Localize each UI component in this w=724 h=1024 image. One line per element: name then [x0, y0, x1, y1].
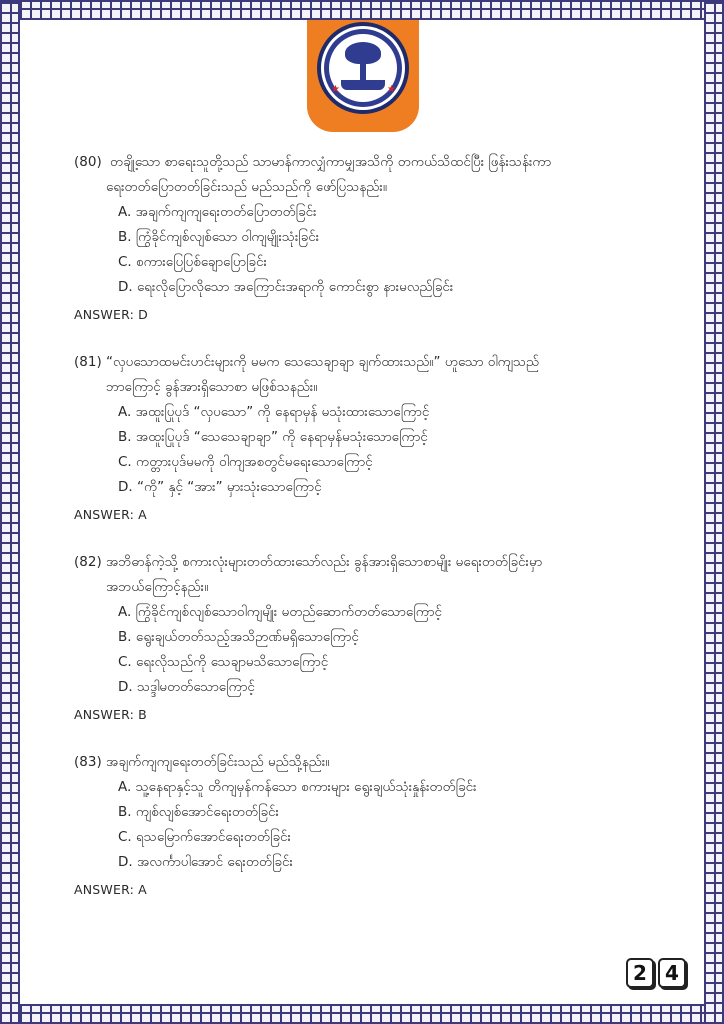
school-logo-icon: [307, 20, 419, 132]
option-a: A. ကြွံခိုင်ကျစ်လျစ်သောဝါကျမျိုး မတည်ဆောက်တတ်သောကြောင့်: [118, 604, 442, 620]
answer-label: ANSWER: A: [74, 882, 147, 897]
star-icon: ★: [387, 84, 396, 95]
option-c: C. ရသမြောက်အောင်ရေးတတ်ခြင်း: [118, 829, 291, 845]
page-number: [626, 958, 686, 988]
question-81: [74, 350, 674, 528]
border-left: [0, 0, 20, 1024]
question-text-cont: အဘယ်ကြောင့်နည်း။: [106, 579, 209, 595]
option-b: B. ရွေးချယ်တတ်သည့်အသိဉာဏ်မရှိသောကြောင့်: [118, 629, 359, 645]
question-text-cont: ဘာကြောင့် ခွန်အားရှိသောစာ မဖြစ်သနည်း။: [106, 379, 318, 395]
question-number: (80): [74, 154, 102, 170]
page-digit: 4: [658, 958, 686, 988]
option-a: A. သူ့နေရာနှင့်သူ တိကျမှန်ကန်သော စကားများ ရွေးချယ်သုံးနှုန်းတတ်ခြင်း: [118, 779, 477, 795]
question-80: [74, 150, 674, 328]
question-text: (81) “လှပသောထမင်းဟင်းများကို မမက သေသေချာချာ ချက်ထားသည်။” ဟူသော ဝါကျသည်: [74, 354, 540, 370]
option-b: B. ကျစ်လျစ်အောင်ရေးတတ်ခြင်း: [118, 804, 279, 820]
answer-label: ANSWER: A: [74, 507, 147, 522]
question-text: တချို့သော စာရေးသူတို့သည် သာမာန်ကာလျှံကာမျှအသိကို တကယ်သိထင်ပြီး ဖြန်းသန်းကာ: [110, 154, 552, 170]
question-text: (82) အဘိဓာန်ကဲ့သို့ စကားလုံးများတတ်ထားသော်လည်း ခွန်အားရှိသောစာမျိုး မရေးတတ်ခြင်းမှာ: [74, 554, 543, 570]
option-d: D. “ကို” နှင့် “အား” မှားသုံးသောကြောင့်: [118, 479, 322, 495]
question-text-cont: ရေးတတ်ပြောတတ်ခြင်းသည် မည်သည်ကို ဖော်ပြသနည်း။: [106, 179, 387, 195]
question-text: (83) အချက်ကျကျရေးတတ်ခြင်းသည် မည်သို့နည်း။: [74, 754, 330, 770]
border-right: [704, 0, 724, 1024]
option-c: C. စကားပြေပြစ်ချောပြောခြင်း: [118, 254, 267, 270]
question-list: [74, 150, 674, 925]
question-82: [74, 550, 674, 728]
border-bottom: [0, 1004, 724, 1024]
option-d: D. ရေးလိုပြောလိုသော အကြောင်းအရာကို ကောင်းစွာ နားမလည်ခြင်း: [118, 279, 454, 295]
option-c: C. ရေးလိုသည်ကို သေချာမသိသောကြောင့်: [118, 654, 329, 670]
answer-label: ANSWER: B: [74, 707, 147, 722]
option-d: D. အလင်္ကာပါအောင် ရေးတတ်ခြင်း: [118, 854, 293, 870]
option-c: C. ကတ္တားပုဒ်မမကို ဝါကျအစတွင်မရေးသောကြောင့်: [118, 454, 373, 470]
option-d: D. သဒ္ဒါမတတ်သောကြောင့်: [118, 679, 255, 695]
option-a: A. အထူးပြုပုဒ် “လှပသော” ကို နေရာမှန် မသုံးထားသောကြောင့်: [118, 404, 430, 420]
border-top: [0, 0, 724, 20]
answer-label: ANSWER: D: [74, 307, 149, 322]
option-a: A. အချက်ကျကျရေးတတ်ပြောတတ်ခြင်း: [118, 204, 317, 220]
page-digit: 2: [626, 958, 654, 988]
option-b: B. ကြွံခိုင်ကျစ်လျစ်သော ဝါကျမျိုးသုံးခြင်း: [118, 229, 320, 245]
star-icon: ★: [331, 84, 340, 95]
question-83: [74, 750, 674, 903]
option-b: B. အထူးပြုပုဒ် “သေသေချာချာ” ကို နေရာမှန်မသုံးသောကြောင့်: [118, 429, 428, 445]
